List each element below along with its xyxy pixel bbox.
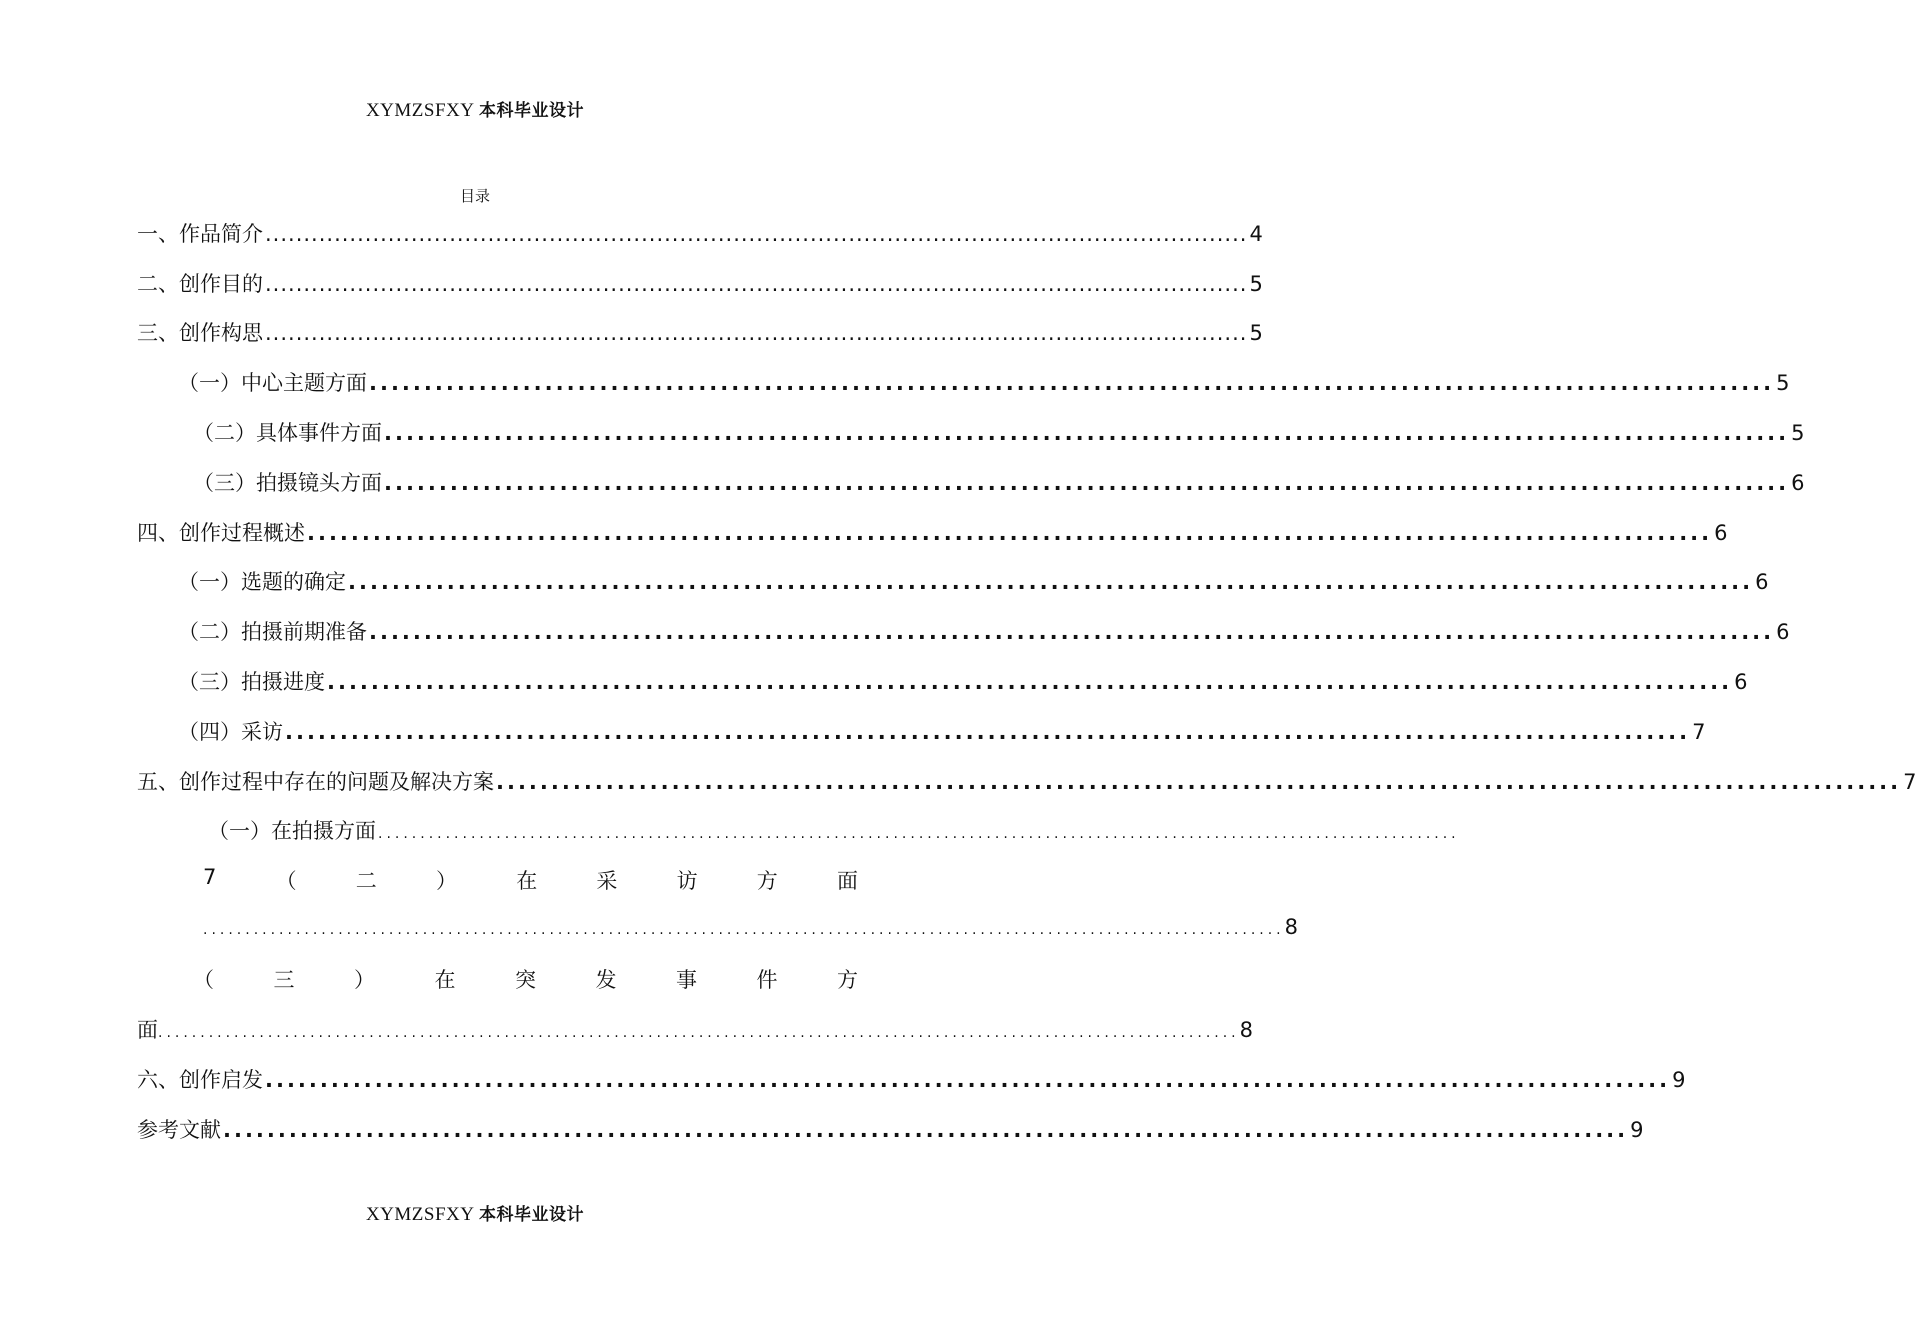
toc-entry[interactable]: [178, 616, 1790, 650]
toc-entry-label: 参考文献: [137, 1118, 221, 1142]
footer-suffix: 本科毕业设计: [479, 1205, 585, 1225]
toc-char: 在: [434, 968, 456, 992]
toc-char: （: [193, 968, 214, 992]
toc-entry-label: （四）采访: [178, 720, 283, 744]
toc-entry-label: （三）拍摄镜头方面: [193, 471, 382, 495]
footer-prefix: XYMZSFXY: [365, 1204, 474, 1225]
toc-char: 二: [355, 869, 377, 893]
toc-entry-page: 9: [1630, 1118, 1644, 1142]
toc-entry-page: 6: [1734, 670, 1748, 694]
toc-entry[interactable]: [178, 666, 1748, 700]
toc-char: 采: [596, 869, 618, 893]
toc-entry-label: 四、创作过程概述: [137, 521, 305, 545]
dot-leader: ................................................................................................................................: [223, 1118, 1629, 1142]
toc-char: 事: [676, 968, 697, 992]
toc-entry-page: 6: [1776, 620, 1790, 644]
toc-entry-label: （一）中心主题方面: [178, 371, 367, 395]
toc-entry-label: 五、创作过程中存在的问题及解决方案: [137, 770, 494, 794]
toc-entry[interactable]: [193, 417, 1805, 451]
toc-entry[interactable]: [137, 268, 1263, 302]
toc-entry-label: （一）选题的确定: [178, 570, 346, 594]
toc-char: 在: [516, 869, 538, 893]
toc-entry-page: 7: [1903, 770, 1917, 794]
toc-entry-page: 8: [1284, 915, 1298, 939]
toc-entry[interactable]: [137, 1064, 1686, 1098]
toc-entry[interactable]: [208, 815, 1460, 849]
dot-leader: ................................................................................................................................: [158, 1025, 1240, 1041]
toc-wrapped-line[interactable]: [203, 865, 858, 899]
dot-leader: ................................................................................................................................: [369, 371, 1775, 395]
toc-entry-label: 一、作品简介: [137, 222, 263, 246]
toc-entry[interactable]: [137, 517, 1728, 551]
dot-leader: ................................................................................................................................: [378, 826, 1460, 842]
dot-leader: ................................................................................................................................: [384, 471, 1790, 495]
dot-leader: ................................................................................................................................: [348, 570, 1754, 594]
toc-entry-label: （二）具体事件方面: [193, 421, 382, 445]
dot-leader: ................................................................................................................................: [496, 770, 1902, 794]
toc-char: 面: [837, 869, 858, 893]
dot-leader: ................................................................................................................................: [327, 670, 1733, 694]
toc-char: 方: [756, 869, 778, 893]
toc-char: 方: [837, 968, 858, 992]
header-prefix: XYMZSFXY: [365, 100, 474, 121]
toc-entry[interactable]: [137, 218, 1263, 252]
toc-entry-page: 9: [1672, 1068, 1686, 1092]
toc-wrapped-line[interactable]: [137, 1014, 1253, 1044]
toc-entry-label: （一）在拍摄方面: [208, 819, 376, 843]
toc-entry-page: 6: [1755, 570, 1769, 594]
toc-entry-page: 5: [1249, 272, 1263, 296]
toc-entry[interactable]: [193, 467, 1805, 501]
toc-char: 突: [515, 968, 536, 992]
toc-char: ）: [435, 869, 457, 893]
toc-char: （: [275, 869, 297, 893]
toc-entry-page: 6: [1791, 471, 1805, 495]
toc-entry-label: 六、创作启发: [137, 1068, 263, 1092]
dot-leader: ................................................................................................................................: [265, 321, 1248, 345]
toc-entry-page: 5: [1249, 321, 1263, 345]
toc-char: 面: [137, 1018, 158, 1042]
toc-entry[interactable]: [178, 566, 1769, 600]
page-header: [0, 96, 950, 122]
toc-char: ）: [354, 968, 375, 992]
header-suffix: 本科毕业设计: [479, 101, 585, 121]
toc-entry[interactable]: [178, 716, 1706, 750]
toc-entry-label: （三）拍摄进度: [178, 670, 325, 694]
toc-entry-page: 7: [1692, 720, 1706, 744]
dot-leader: ................................................................................................................................: [285, 720, 1691, 744]
toc-entry-page: 7: [203, 865, 217, 889]
toc-char: 发: [595, 968, 617, 992]
toc-entry-label: （二）拍摄前期准备: [178, 620, 367, 644]
dot-leader: ................................................................................................................................: [265, 1068, 1671, 1092]
toc-entry-label: 三、创作构思: [137, 321, 263, 345]
toc-entry-page: 6: [1714, 521, 1728, 545]
dot-leader: ................................................................................................................................: [307, 521, 1713, 545]
toc-entry[interactable]: [137, 1114, 1644, 1148]
toc-char: 访: [676, 869, 698, 893]
toc-char: 三: [273, 968, 295, 992]
toc-char: 件: [756, 968, 778, 992]
dot-leader: ................................................................................................................................: [369, 620, 1775, 644]
toc-entry[interactable]: [137, 766, 1917, 800]
toc-entry-page: 5: [1791, 421, 1805, 445]
page-footer: [0, 1200, 950, 1226]
dot-leader: ................................................................................................................................: [265, 272, 1248, 296]
toc-entry[interactable]: [137, 317, 1263, 351]
toc-entry-label: 二、创作目的: [137, 272, 263, 296]
toc-entry[interactable]: [178, 367, 1790, 401]
toc-wrapped-line[interactable]: [203, 915, 1298, 939]
dot-leader: ................................................................................................................................: [203, 922, 1285, 938]
dot-leader: ................................................................................................................................: [384, 421, 1790, 445]
toc-entry-page: 8: [1239, 1018, 1253, 1042]
toc-entry-page: 4: [1249, 222, 1263, 246]
toc-entry-page: 5: [1776, 371, 1790, 395]
dot-leader: ................................................................................................................................: [265, 222, 1248, 246]
toc-title: 目录: [459, 187, 490, 205]
toc-wrapped-line[interactable]: [193, 964, 858, 998]
